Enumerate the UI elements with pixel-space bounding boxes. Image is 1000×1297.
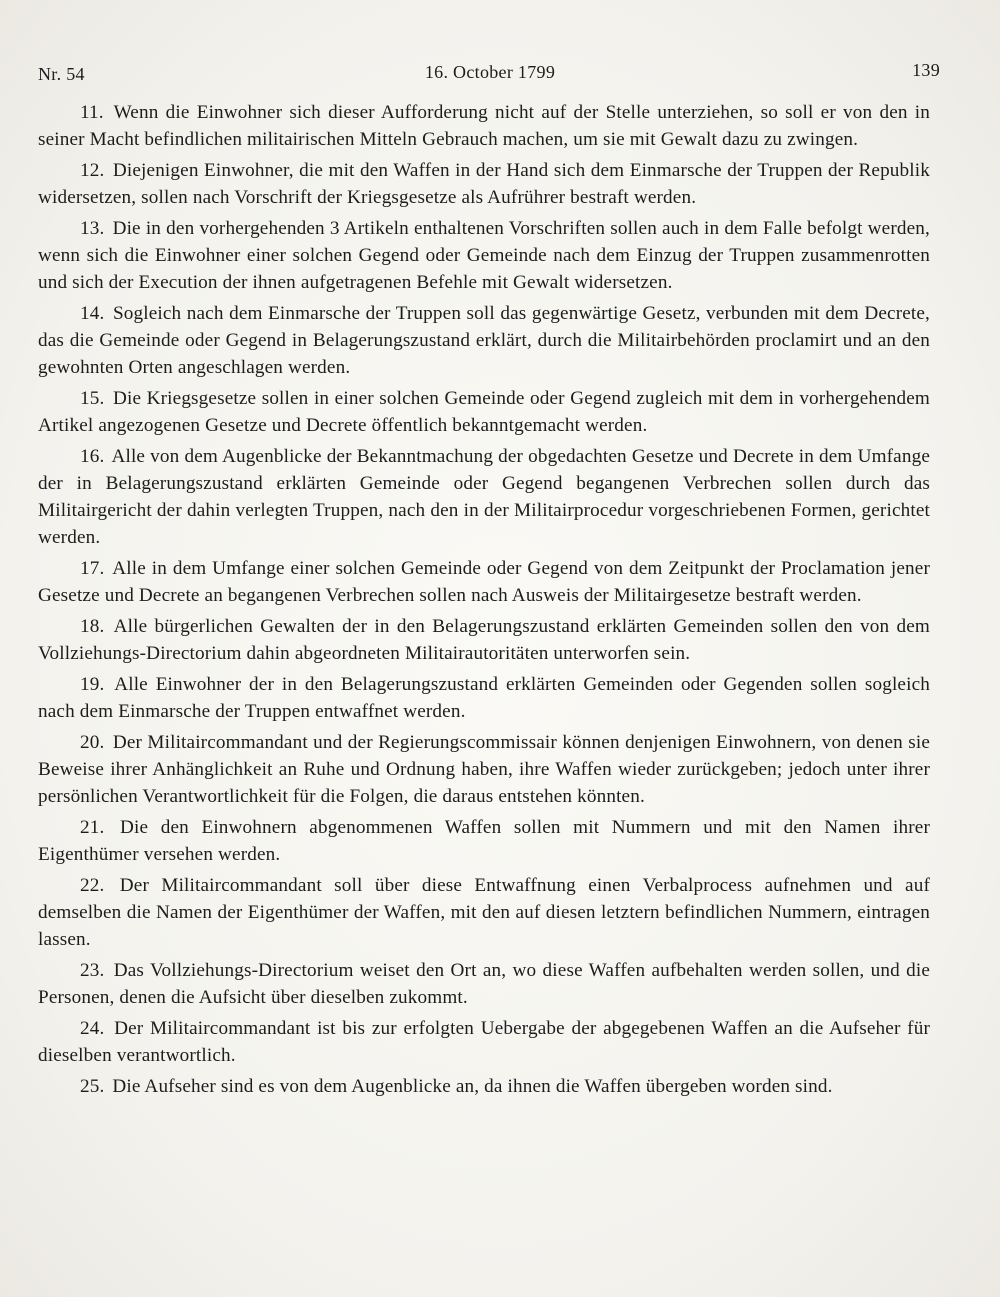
article-text: Diejenigen Einwohner, die mit den Waffen in der Hand sich dem Einmarsche der Truppen der Republik widersetzen, sollen nach Vorschrift der Kriegsgesetze als Aufrührer bestraft werden. — [38, 160, 930, 208]
article-number: 22. — [80, 875, 105, 896]
issue-number: Nr. 54 — [38, 64, 85, 84]
article-text: Die Kriegsgesetze sollen in einer solchen Gemeinde oder Gegend zugleich mit dem in vorhergehendem Artikel angezogenen Gesetze und Decrete öffentlich bekanntgemacht werden. — [38, 388, 930, 436]
article-number: 17. — [80, 558, 105, 579]
article-text: Wenn die Einwohner sich dieser Aufforderung nicht auf der Stelle unterziehen, so soll er von den in seiner Macht befindlichen militairischen Mitteln Gebrauch machen, um sie mit Gewalt dazu zu zwingen. — [38, 102, 931, 150]
article-19 — [38, 671, 930, 725]
page-number: 139 — [912, 60, 940, 80]
article-18 — [38, 613, 930, 667]
article-25 — [38, 1073, 930, 1100]
article-21 — [38, 814, 930, 868]
article-number: 24. — [80, 1018, 105, 1039]
article-text: Alle Einwohner der in den Belagerungszustand erklärten Gemeinden oder Gegenden sollen sogleich nach dem Einmarsche der Truppen entwaffnet werden. — [38, 674, 930, 722]
article-text: Das Vollziehungs-Directorium weiset den Ort an, wo diese Waffen aufbehalten werden sollen, und die Personen, denen die Aufsicht über dieselben zukommt. — [38, 960, 930, 1008]
article-number: 25. — [80, 1076, 105, 1097]
article-11 — [38, 99, 930, 153]
issue-date: 16. October 1799 — [424, 62, 556, 82]
article-17 — [38, 555, 930, 609]
article-16 — [38, 443, 930, 551]
document-body — [38, 99, 930, 1104]
article-text: Alle bürgerlichen Gewalten der in den Belagerungszustand erklärten Gemeinden sollen den von dem Vollziehungs-Directorium dahin abgeordneten Militairautoritäten unterworfen sein. — [38, 616, 930, 664]
article-22 — [38, 872, 930, 953]
article-number: 13. — [80, 218, 105, 239]
article-text: Die Aufseher sind es von dem Augenblicke an, da ihnen die Waffen übergeben worden sind. — [112, 1076, 833, 1097]
article-13 — [38, 215, 930, 296]
article-number: 15. — [80, 388, 105, 409]
article-text: Der Militaircommandant soll über diese Entwaffnung einen Verbalprocess aufnehmen und auf demselben die Namen der Eigenthümer der Waffen, mit den auf diesen letztern befindlichen Nummern, eintragen lassen. — [38, 875, 930, 950]
article-23 — [38, 957, 930, 1011]
article-text: Sogleich nach dem Einmarsche der Truppen soll das gegenwärtige Gesetz, verbunden mit dem Decrete, das die Gemeinde oder Gegend in Belagerungszustand erklärt, durch die Militairbehörden proclamirt und an den gewohnten Orten angeschlagen werden. — [38, 303, 930, 378]
article-text: Der Militaircommandant und der Regierungscommissair können denjenigen Einwohnern, von denen sie Beweise ihrer Anhänglichkeit an Ruhe und Ordnung haben, ihre Waffen wieder zurückgeben; jedoch unter ihrer persönlichen Verantwortlichkeit für die Folgen, die daraus entstehen könnten. — [38, 732, 930, 807]
article-text: Der Militaircommandant ist bis zur erfolgten Uebergabe der abgegebenen Waffen an die Aufseher für dieselben verantwortlich. — [38, 1018, 930, 1066]
article-number: 18. — [80, 616, 105, 637]
article-number: 19. — [80, 674, 105, 695]
article-24 — [38, 1015, 930, 1069]
article-text: Alle in dem Umfange einer solchen Gemeinde oder Gegend von dem Zeitpunkt der Proclamation jener Gesetze und Decrete an begangenen Verbrechen sollen nach Ausweis der Militairgesetze bestraft werden. — [38, 558, 931, 606]
article-number: 16. — [80, 446, 105, 467]
article-number: 11. — [80, 102, 104, 123]
article-20 — [38, 729, 930, 810]
page-header — [38, 60, 940, 90]
article-number: 20. — [80, 732, 105, 753]
article-12 — [38, 157, 930, 211]
article-number: 12. — [80, 160, 105, 181]
article-number: 14. — [80, 303, 105, 324]
article-number: 21. — [80, 817, 105, 838]
article-text: Die den Einwohnern abgenommenen Waffen sollen mit Nummern und mit den Namen ihrer Eigenthümer versehen werden. — [38, 817, 930, 865]
article-15 — [38, 385, 930, 439]
article-text: Alle von dem Augenblicke der Bekanntmachung der obgedachten Gesetze und Decrete in dem Umfange der in Belagerungszustand erklärten Gemeinde oder Gegend begangenen Verbrechen sollen durch das Militairgericht der dahin verlegten Truppen, nach den in der Militairprocedur vorgeschriebenen Formen, gerichtet werden. — [38, 446, 931, 548]
article-number: 23. — [80, 960, 105, 981]
article-text: Die in den vorhergehenden 3 Artikeln enthaltenen Vorschriften sollen auch in dem Falle befolgt werden, wenn sich die Einwohner einer solchen Gegend oder Gemeinde nach dem Einzug der Truppen zusammenrotten und sich der Execution der ihnen aufgetragenen Befehle mit Gewalt widersetzen. — [38, 218, 930, 293]
article-14 — [38, 300, 930, 381]
